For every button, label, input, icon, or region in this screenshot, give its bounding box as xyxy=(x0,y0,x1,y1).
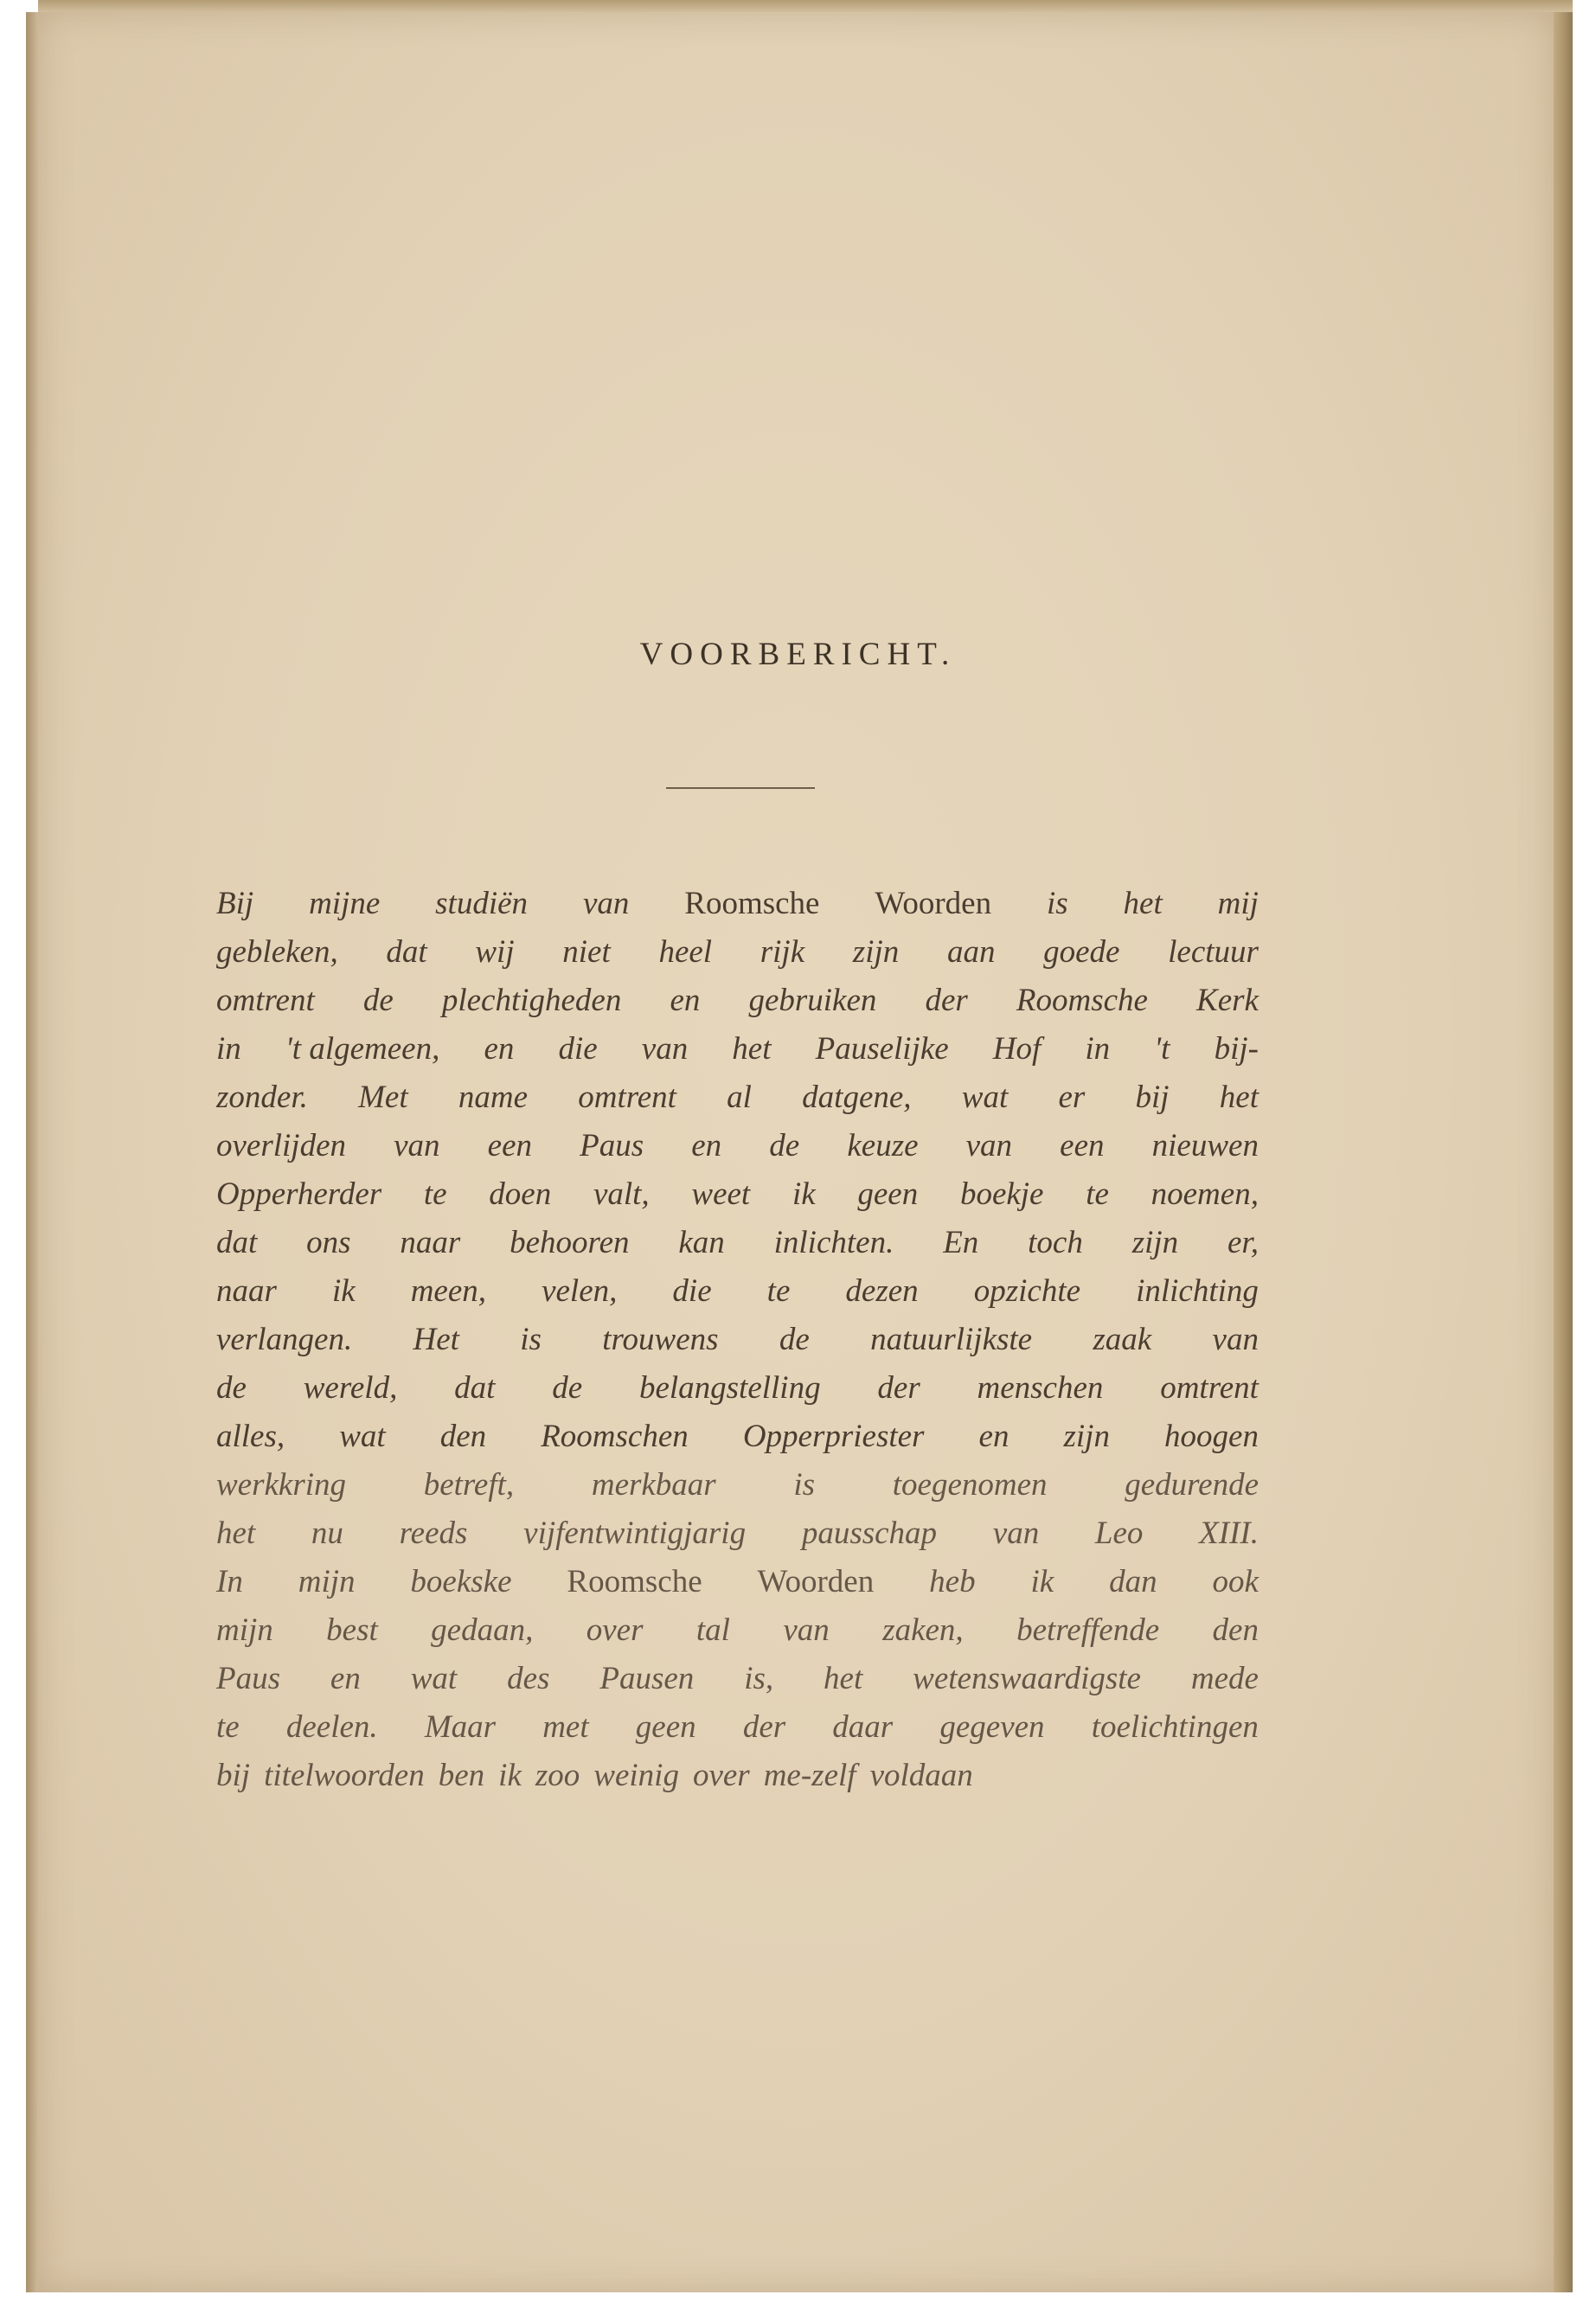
word: inlichting xyxy=(1136,1273,1259,1309)
text-line xyxy=(216,1125,1259,1168)
text-line xyxy=(216,1657,1259,1701)
word: zijn xyxy=(1131,1225,1179,1260)
word: bij xyxy=(216,1758,251,1793)
word: datgene, xyxy=(802,1080,912,1115)
word: wij xyxy=(475,934,515,970)
word: al xyxy=(727,1080,752,1115)
word: dat xyxy=(454,1370,496,1406)
word: betreft, xyxy=(423,1467,515,1503)
word: der xyxy=(925,983,968,1018)
word: verlangen. xyxy=(216,1322,353,1357)
word: Opperpriester xyxy=(742,1419,925,1454)
text-line xyxy=(216,1415,1259,1458)
word: belangstelling xyxy=(638,1370,821,1406)
word: te xyxy=(766,1273,791,1309)
word: opzichte xyxy=(973,1273,1081,1309)
word: toelichtingen xyxy=(1091,1709,1259,1745)
word: die xyxy=(558,1031,598,1067)
word: keuze xyxy=(847,1128,919,1163)
word: mede xyxy=(1190,1661,1259,1696)
text-line xyxy=(216,1367,1259,1410)
word: overlijden xyxy=(216,1128,347,1163)
word: hoogen xyxy=(1164,1419,1259,1454)
text-line xyxy=(216,1270,1259,1313)
word: in xyxy=(1085,1031,1111,1067)
word: Leo xyxy=(1094,1516,1144,1551)
word: naar xyxy=(216,1273,277,1309)
word: van xyxy=(641,1031,689,1067)
word: Hof xyxy=(992,1031,1042,1067)
word: noemen, xyxy=(1151,1176,1259,1212)
word: de xyxy=(779,1322,810,1357)
word: in xyxy=(216,1031,241,1067)
word: toch xyxy=(1028,1225,1083,1260)
word: zijn xyxy=(852,934,900,970)
word: Roomsche xyxy=(567,1564,702,1599)
text-line xyxy=(216,979,1259,1022)
text-line xyxy=(216,1754,1259,1798)
word: het xyxy=(216,1516,256,1551)
word: en xyxy=(978,1419,1010,1454)
word: Maar xyxy=(424,1709,497,1745)
word: kan xyxy=(678,1225,725,1260)
word: het xyxy=(824,1661,863,1696)
word: zaken, xyxy=(882,1612,964,1648)
word: niet xyxy=(562,934,611,970)
word: tal xyxy=(695,1612,730,1648)
word: naar xyxy=(400,1225,461,1260)
word: Paus xyxy=(580,1128,644,1163)
word: zijn xyxy=(1063,1419,1110,1454)
word: betreffende xyxy=(1016,1612,1160,1648)
word: doen xyxy=(489,1176,552,1212)
word: den xyxy=(439,1419,487,1454)
word: ook xyxy=(1212,1564,1259,1599)
word: en xyxy=(670,983,701,1018)
word: Bij xyxy=(216,886,254,921)
word: ons xyxy=(306,1225,351,1260)
word: vijfentwintigjarig xyxy=(523,1516,747,1551)
word: der xyxy=(877,1370,920,1406)
word: In xyxy=(216,1564,243,1599)
word: de xyxy=(552,1370,583,1406)
word: te xyxy=(216,1709,240,1745)
word: bij xyxy=(1135,1080,1170,1115)
word: te xyxy=(423,1176,447,1212)
word: te xyxy=(1086,1176,1109,1212)
word: de xyxy=(769,1128,800,1163)
word: meen, xyxy=(410,1273,487,1309)
word: den xyxy=(1212,1612,1259,1648)
word: plechtigheden xyxy=(441,983,622,1018)
word: van xyxy=(783,1612,830,1648)
heading-rule xyxy=(666,787,815,789)
word: Pauselijke xyxy=(815,1031,949,1067)
word: is, xyxy=(744,1661,774,1696)
word: werkkring xyxy=(216,1467,347,1503)
word: alles, xyxy=(216,1419,285,1454)
word: heel xyxy=(658,934,713,970)
text-line xyxy=(216,1609,1259,1652)
word: 't algemeen, xyxy=(285,1031,440,1067)
word: best xyxy=(326,1612,378,1648)
word: gegeven xyxy=(939,1709,1045,1745)
word: omtrent xyxy=(1160,1370,1259,1406)
word: dan xyxy=(1109,1564,1157,1599)
word: wat xyxy=(410,1661,458,1696)
word: bij- xyxy=(1214,1031,1259,1067)
word: omtrent xyxy=(216,983,315,1018)
word: van xyxy=(992,1516,1040,1551)
word: mijne xyxy=(309,886,381,921)
word: gedurende xyxy=(1125,1467,1259,1503)
word: goede xyxy=(1043,934,1120,970)
text-line xyxy=(216,1512,1259,1555)
text-line xyxy=(216,882,1259,926)
word: mijn xyxy=(298,1564,356,1599)
word: Roomschen xyxy=(541,1419,689,1454)
word: trouwens xyxy=(602,1322,719,1357)
word: ik xyxy=(498,1758,522,1793)
word: Opperherder xyxy=(216,1176,382,1212)
word: ik xyxy=(331,1273,356,1309)
word: nieuwen xyxy=(1151,1128,1259,1163)
word: die xyxy=(672,1273,712,1309)
word: aan xyxy=(946,934,996,970)
word: en xyxy=(691,1128,722,1163)
word: boekje xyxy=(959,1176,1044,1212)
word: mijn xyxy=(216,1612,273,1648)
word: zoo xyxy=(535,1758,580,1793)
word: Pausen xyxy=(599,1661,695,1696)
word: weinig xyxy=(593,1758,679,1793)
text-line xyxy=(216,931,1259,974)
word: 't xyxy=(1154,1031,1170,1067)
word: dat xyxy=(386,934,427,970)
word: daar xyxy=(832,1709,894,1745)
word: Woorden xyxy=(757,1564,875,1599)
word: wat xyxy=(961,1080,1009,1115)
word: wereld, xyxy=(303,1370,398,1406)
text-line xyxy=(216,1561,1259,1604)
word: natuurlijkste xyxy=(870,1322,1033,1357)
word: titelwoorden xyxy=(264,1758,425,1793)
word: een xyxy=(1060,1128,1105,1163)
word: XIII. xyxy=(1199,1516,1259,1551)
word: het xyxy=(1219,1080,1259,1115)
word: nu xyxy=(311,1516,343,1551)
word: gedaan, xyxy=(431,1612,534,1648)
word: dat xyxy=(216,1225,258,1260)
word: van xyxy=(394,1128,440,1163)
text-line xyxy=(216,1221,1259,1265)
word: een xyxy=(487,1128,533,1163)
word: Woorden xyxy=(875,886,992,921)
word: rijk xyxy=(760,934,805,970)
word: ik xyxy=(792,1176,816,1212)
word: lectuur xyxy=(1168,934,1259,970)
word: is xyxy=(1046,886,1068,921)
word: is xyxy=(793,1467,816,1503)
word: boekske xyxy=(410,1564,512,1599)
word: gebleken, xyxy=(216,934,338,970)
word: met xyxy=(542,1709,589,1745)
text-line xyxy=(216,1028,1259,1071)
word: wetenswaardigste xyxy=(913,1661,1141,1696)
word: pausschap xyxy=(801,1516,938,1551)
word: van xyxy=(582,886,630,921)
word: Kerk xyxy=(1196,983,1259,1018)
word: en xyxy=(330,1661,361,1696)
word: zonder. xyxy=(216,1080,308,1115)
word: geen xyxy=(857,1176,919,1212)
text-line xyxy=(216,1706,1259,1749)
word: en xyxy=(484,1031,515,1067)
page-edge-right xyxy=(1554,12,1573,2292)
word: toegenomen xyxy=(892,1467,1048,1503)
word: wat xyxy=(339,1419,386,1454)
word: Roomsche xyxy=(684,886,820,921)
word: ben xyxy=(438,1758,485,1793)
word: is xyxy=(520,1322,542,1357)
word: reeds xyxy=(399,1516,468,1551)
word: inlichten. xyxy=(773,1225,894,1260)
word: Het xyxy=(413,1322,459,1357)
word: weet xyxy=(691,1176,751,1212)
word: En xyxy=(943,1225,979,1260)
word: valt, xyxy=(593,1176,650,1212)
word: er xyxy=(1058,1080,1086,1115)
text-line xyxy=(216,1076,1259,1119)
word: me-zelf xyxy=(763,1758,856,1793)
text-line xyxy=(216,1318,1259,1362)
word: zaak xyxy=(1093,1322,1152,1357)
word: studiën xyxy=(435,886,529,921)
word: merkbaar xyxy=(591,1467,716,1503)
word: behooren xyxy=(510,1225,630,1260)
word: van xyxy=(965,1128,1013,1163)
word: deelen. xyxy=(285,1709,378,1745)
word: der xyxy=(742,1709,786,1745)
word: Met xyxy=(358,1080,408,1115)
word: voldaan xyxy=(869,1758,973,1793)
word: het xyxy=(732,1031,772,1067)
word: velen, xyxy=(542,1273,618,1309)
text-line xyxy=(216,1173,1259,1216)
word: mij xyxy=(1217,886,1259,921)
word: Roomsche xyxy=(1016,983,1148,1018)
text-line xyxy=(216,1464,1259,1507)
word: name xyxy=(458,1080,528,1115)
word: geen xyxy=(635,1709,696,1745)
word: dezen xyxy=(845,1273,919,1309)
word: menschen xyxy=(977,1370,1104,1406)
word: des xyxy=(507,1661,550,1696)
word: Paus xyxy=(216,1661,280,1696)
word: de xyxy=(362,983,394,1018)
word: ik xyxy=(1030,1564,1054,1599)
word: er, xyxy=(1227,1225,1259,1260)
word: van xyxy=(1212,1322,1259,1357)
word: gebruiken xyxy=(748,983,877,1018)
word: de xyxy=(216,1370,247,1406)
word: over xyxy=(586,1612,644,1648)
word: heb xyxy=(929,1564,976,1599)
word: het xyxy=(1123,886,1163,921)
word: over xyxy=(692,1758,750,1793)
page-heading: VOORBERICHT. xyxy=(639,637,957,672)
word: omtrent xyxy=(578,1080,676,1115)
